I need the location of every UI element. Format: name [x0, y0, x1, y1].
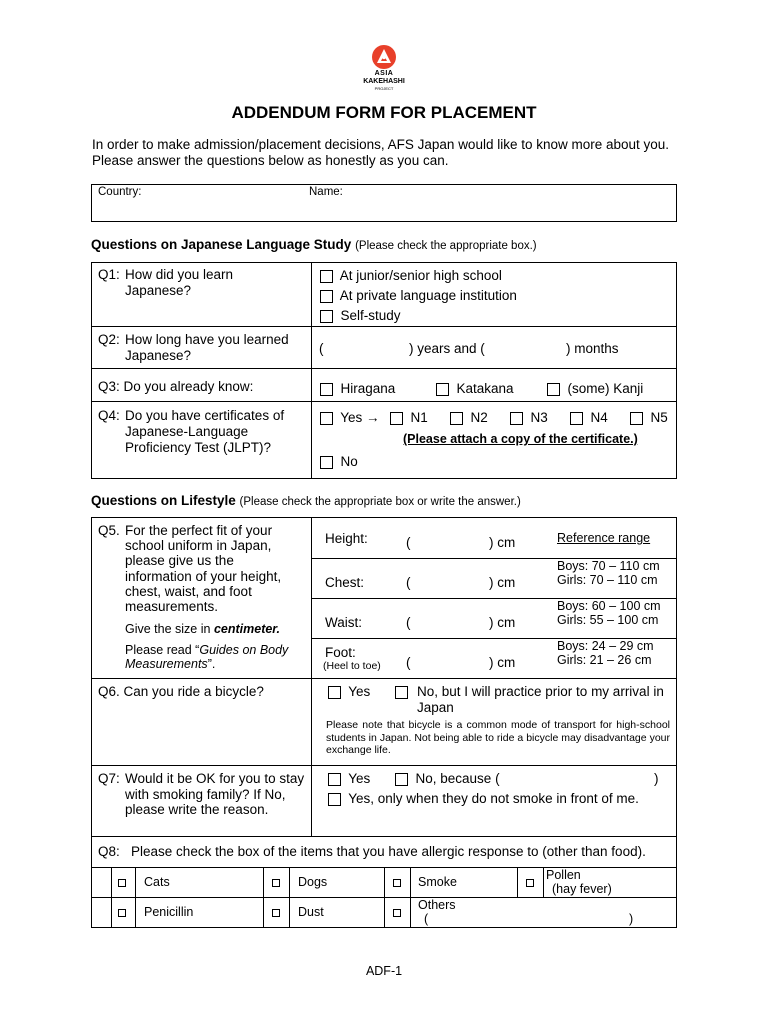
q4-level-n2 [450, 410, 488, 425]
waist-girls-range: Girls: 55 – 100 cm [557, 613, 659, 627]
waist-open: ( [406, 615, 411, 630]
q2-label: Q2: [98, 332, 120, 347]
language-heading-note: (Please check the appropriate box.) [355, 240, 537, 252]
q8-label: Q8: [98, 844, 120, 859]
q4-level-n5 [630, 410, 668, 425]
q2-months-field[interactable]: ) months [566, 341, 619, 356]
q3-label: Q3: [98, 379, 120, 394]
allergy-dust-label: Dust [298, 905, 324, 919]
q3-option-label: Hiragana [340, 381, 396, 396]
allergy-pollen-label: Pollen [546, 868, 581, 882]
language-section-heading [91, 237, 537, 252]
form-title: ADDENDUM FORM FOR PLACEMENT [231, 103, 537, 122]
allergy-pollen-sublabel: (hay fever) [552, 882, 612, 896]
q3-checkbox[interactable] [320, 383, 333, 396]
q5-size-pre: Give the size in [125, 622, 211, 636]
q1-question [98, 267, 308, 299]
asia-kakehashi-logo [364, 44, 404, 91]
allergy-dust-checkbox[interactable] [272, 909, 280, 917]
q3-question [98, 379, 253, 394]
q8-text: Please check the box of the items that you have allergic response to (other than food). [131, 844, 646, 859]
q4-text: Do you have certificates of Japanese-Language Proficiency Test (JLPT)? [125, 408, 285, 455]
allergy-cats-label: Cats [144, 875, 170, 889]
q6-no-option [395, 684, 675, 716]
q4-level-label: N4 [590, 410, 608, 425]
applicant-info-box [91, 184, 677, 222]
q2-years-open: ( [319, 341, 324, 356]
q3-checkbox[interactable] [547, 383, 560, 396]
lifestyle-heading-note: (Please check the appropriate box or write the answer.) [239, 496, 521, 508]
q7-yes-checkbox[interactable] [328, 773, 341, 786]
q6-yes-checkbox[interactable] [328, 686, 341, 699]
q7-no-option [395, 771, 500, 786]
q4-level-label: N5 [650, 410, 668, 425]
q4-question [98, 408, 308, 456]
q7-yes-option [328, 771, 370, 786]
q3-option-kanji [547, 381, 643, 396]
chest-field[interactable]: ) cm [489, 575, 516, 590]
q5-read-pre: Please read “ [125, 643, 200, 657]
foot-sublabel: (Heel to toe) [323, 660, 381, 672]
q5-guide-title: Guides on Body Measurements [125, 643, 289, 671]
language-table [91, 262, 677, 479]
allergy-others-checkbox[interactable] [393, 909, 401, 917]
allergy-penicillin-label: Penicillin [144, 905, 194, 919]
allergy-dogs-checkbox[interactable] [272, 879, 280, 887]
q4-level-checkbox[interactable] [630, 412, 643, 425]
name-label: Name: [309, 186, 343, 198]
q6-question [98, 684, 264, 699]
q1-option-checkbox[interactable] [320, 290, 333, 303]
foot-open: ( [406, 655, 411, 670]
q6-no-label: No, but I will practice prior to my arrival in Japan [417, 684, 664, 715]
chest-girls-range: Girls: 70 – 110 cm [557, 573, 658, 587]
q6-yes-option [328, 684, 370, 699]
allergy-others-open: ( [424, 912, 429, 926]
q4-no-checkbox[interactable] [320, 456, 333, 469]
allergy-others-label: Others [418, 898, 456, 912]
chest-open: ( [406, 575, 411, 590]
q2-years-field[interactable]: ) years and ( [409, 341, 485, 356]
q4-level-checkbox[interactable] [510, 412, 523, 425]
q7-label: Q7: [98, 771, 120, 786]
page-footer: ADF-1 [365, 964, 403, 978]
language-heading-text: Questions on Japanese Language Study [91, 237, 352, 252]
q6-no-checkbox[interactable] [395, 686, 408, 699]
q4-level-n3 [510, 410, 548, 425]
lifestyle-heading-text: Questions on Lifestyle [91, 493, 236, 508]
q6-yes-label: Yes [348, 684, 371, 699]
q4-level-n1 [390, 410, 428, 425]
foot-reference [557, 639, 654, 667]
allergy-dogs-label: Dogs [298, 875, 328, 889]
q4-level-checkbox[interactable] [450, 412, 463, 425]
chest-boys-range: Boys: 70 – 110 cm [557, 559, 660, 573]
height-label: Height: [325, 531, 368, 546]
country-label: Country: [98, 186, 142, 198]
logo-mark-icon [371, 44, 397, 70]
foot-girls-range: Girls: 21 – 26 cm [557, 653, 652, 667]
q1-option-label: At private language institution [339, 288, 517, 303]
q7-only-checkbox[interactable] [328, 793, 341, 806]
q1-option-checkbox[interactable] [320, 270, 333, 283]
q4-level-n4 [570, 410, 608, 425]
q5-size-instruction [125, 622, 280, 636]
q2-question [98, 332, 308, 364]
height-open: ( [406, 535, 411, 550]
q7-no-checkbox[interactable] [395, 773, 408, 786]
q3-option-hiragana [320, 381, 395, 396]
q7-only-option [328, 791, 639, 806]
intro-paragraph: In order to make admission/placement decisions, AFS Japan would like to know more about you. Please answer the questions below as honestly as you can. [92, 137, 670, 168]
q4-level-label: N3 [530, 410, 548, 425]
lifestyle-section-heading [91, 493, 521, 508]
allergy-cats-checkbox[interactable] [118, 879, 126, 887]
waist-reference [557, 599, 661, 627]
q4-level-checkbox[interactable] [570, 412, 583, 425]
q5-size-unit: centimeter. [213, 622, 280, 636]
allergy-others-close: ) [629, 912, 634, 926]
q6-bicycle-note: Please note that bicycle is a common mode of transport for high-school students in Japan. Not being able to ride a bicycle may disadvantage your exchange life. [326, 719, 670, 756]
q5-text: For the perfect fit of your school uniform in Japan, please give us the information of your height, chest, waist, and foot measurements. [125, 523, 282, 615]
q8-question [98, 844, 646, 859]
q5-label: Q5. [98, 523, 120, 538]
q1-text: How did you learn Japanese? [125, 267, 234, 298]
q3-checkbox[interactable] [436, 383, 449, 396]
q5-question [98, 523, 308, 614]
q3-text: Do you already know: [123, 379, 254, 394]
q7-yes-label: Yes [348, 771, 371, 786]
logo-text-project: PROJECT [374, 86, 394, 91]
waist-field[interactable]: ) cm [489, 615, 516, 630]
q1-options [320, 266, 517, 326]
q4-attach-note: (Please attach a copy of the certificate.) [403, 432, 638, 446]
waist-boys-range: Boys: 60 – 100 cm [557, 599, 661, 613]
q4-level-checkbox[interactable] [390, 412, 403, 425]
q1-label: Q1: [98, 267, 120, 282]
logo-text-asia: ASIA [374, 70, 394, 77]
q6-label: Q6. [98, 684, 120, 699]
q6-text: Can you ride a bicycle? [123, 684, 264, 699]
allergy-pollen-checkbox[interactable] [526, 879, 534, 887]
height-field[interactable]: ) cm [489, 535, 516, 550]
q5-read-guide [125, 643, 305, 671]
waist-label: Waist: [325, 615, 362, 630]
foot-label: Foot: [325, 645, 356, 660]
q4-yes-checkbox[interactable] [320, 412, 333, 425]
allergy-penicillin-checkbox[interactable] [118, 909, 126, 917]
q4-level-label: N2 [470, 410, 488, 425]
q5-read-post: ”. [207, 657, 216, 671]
q7-no-label: No, because ( [415, 771, 500, 786]
lifestyle-table [91, 517, 677, 928]
q7-only-label: Yes, only when they do not smoke in front of me. [348, 791, 639, 806]
foot-boys-range: Boys: 24 – 29 cm [557, 639, 654, 653]
q3-option-label: Katakana [456, 381, 514, 396]
q4-label: Q4: [98, 408, 120, 423]
logo-text-kakehashi: KAKEHASHI [363, 78, 405, 85]
q4-level-label: N1 [410, 410, 428, 425]
q3-option-label: (some) Kanji [567, 381, 644, 396]
allergy-smoke-checkbox[interactable] [393, 879, 401, 887]
q1-option-label: At junior/senior high school [339, 268, 502, 283]
q2-text: How long have you learned Japanese? [125, 332, 289, 363]
chest-label: Chest: [325, 575, 365, 590]
allergy-smoke-label: Smoke [418, 875, 457, 889]
q4-no-label: No [340, 454, 358, 469]
reference-range-header: Reference range [557, 531, 651, 545]
q4-yes-label: Yes → [340, 410, 380, 425]
q7-question [98, 771, 308, 818]
q1-option-label: Self-study [340, 308, 401, 323]
q1-option-checkbox[interactable] [320, 310, 333, 323]
q3-option-katakana [436, 381, 514, 396]
q4-no-option [320, 454, 358, 469]
q4-yes-option [320, 410, 380, 425]
chest-reference [557, 559, 660, 587]
q7-text: Would it be OK for you to stay with smoking family? If No, please write the reason. [125, 771, 305, 817]
foot-field[interactable]: ) cm [489, 655, 516, 670]
q7-reason-close: ) [654, 771, 659, 786]
